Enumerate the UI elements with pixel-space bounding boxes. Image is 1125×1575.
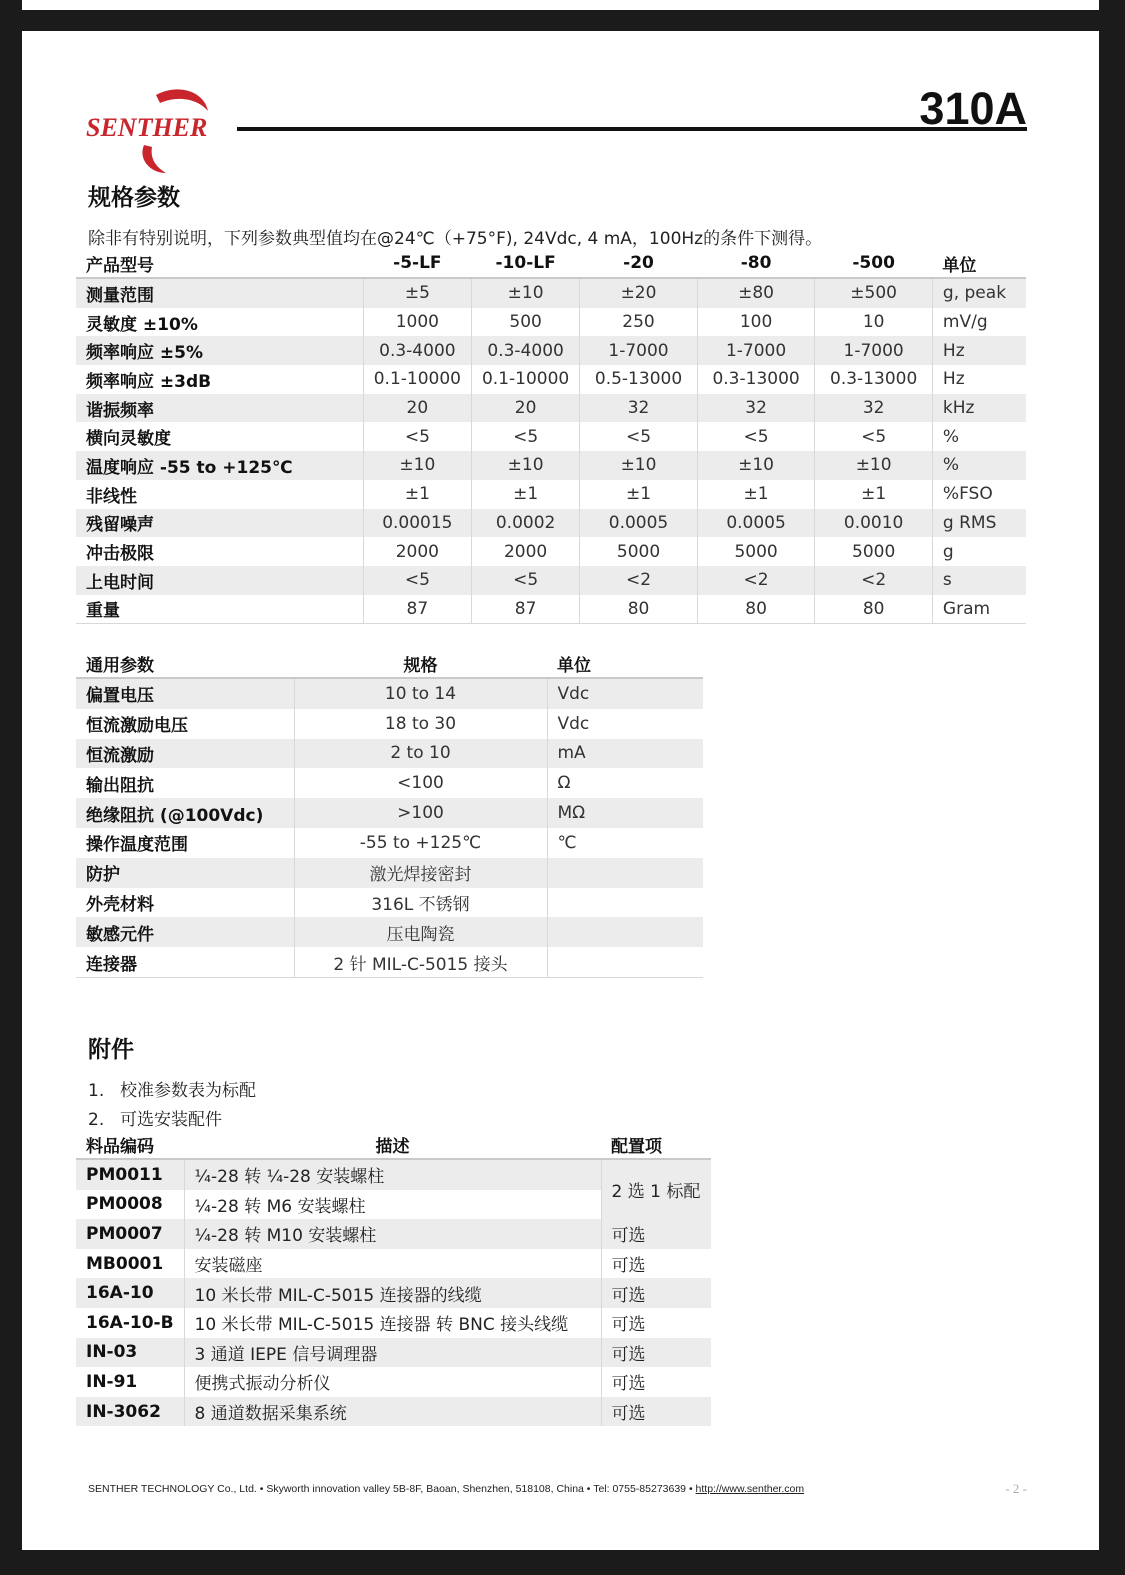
param-value xyxy=(547,947,703,977)
table-row xyxy=(76,336,1026,365)
param-value: 20 xyxy=(471,394,579,423)
param-value: 激光焊接密封 xyxy=(294,858,547,888)
param-label: 灵敏度 ±10% xyxy=(76,308,363,337)
item-code: PM0008 xyxy=(76,1190,184,1220)
item-option: 可选 xyxy=(611,1285,646,1306)
item-description: ¼-28 转 ¼-28 安装螺柱 xyxy=(184,1159,601,1190)
table-row xyxy=(76,537,1026,566)
spec-header-row xyxy=(76,249,1026,278)
param-label: 温度响应 -55 to +125℃ xyxy=(76,451,363,480)
param-value xyxy=(547,917,703,947)
footer-company-info: SENTHER TECHNOLOGY Co., Ltd. • Skyworth innovation valley 5B-8F, Baoan, Shenzhen, 518108, China • Tel: 0755-85273639 • xyxy=(88,1483,696,1495)
param-value: 0.0005 xyxy=(697,509,815,538)
document-page xyxy=(22,31,1099,1550)
param-value: 100 xyxy=(697,308,815,337)
spec-header-cell: 产品型号 xyxy=(86,255,154,276)
param-value: % xyxy=(942,426,960,447)
model-title: 310A xyxy=(919,83,1027,134)
spec-table xyxy=(76,249,1026,624)
param-value: 316L 不锈钢 xyxy=(294,888,547,918)
item-option: 可选 xyxy=(611,1374,646,1395)
spec-header-cell: 单位 xyxy=(942,255,977,276)
param-value: 5000 xyxy=(697,537,815,566)
list-text: 校准参数表为标配 xyxy=(120,1081,256,1101)
param-value: 1-7000 xyxy=(815,336,933,365)
param-value: ±20 xyxy=(580,278,698,308)
param-value: 32 xyxy=(815,394,933,423)
param-value: ±10 xyxy=(697,451,815,480)
param-value: 2000 xyxy=(471,537,579,566)
general-header-cell: 单位 xyxy=(557,655,591,676)
item-code: PM0011 xyxy=(76,1159,184,1190)
param-value: ±10 xyxy=(815,451,933,480)
list-text: 可选安装配件 xyxy=(120,1110,222,1130)
param-value: %FSO xyxy=(942,484,993,505)
param-label: 频率响应 ±5% xyxy=(76,336,363,365)
param-label: 防护 xyxy=(76,858,294,888)
item-option: 可选 xyxy=(611,1256,646,1277)
param-value: 0.3-13000 xyxy=(815,365,933,394)
item-code: 16A-10 xyxy=(76,1278,184,1308)
table-row xyxy=(76,480,1026,509)
param-value: g, peak xyxy=(932,278,1026,308)
param-value: <5 xyxy=(471,566,579,595)
param-label: 频率响应 ±3dB xyxy=(76,365,363,394)
param-value: <5 xyxy=(697,422,815,451)
param-value: <5 xyxy=(363,566,471,595)
table-row xyxy=(76,798,703,828)
param-value: s xyxy=(942,570,952,591)
param-value: 80 xyxy=(697,595,815,624)
table-row xyxy=(76,566,1026,595)
accessories-header-row xyxy=(76,1130,711,1159)
table-row xyxy=(76,709,703,739)
page-footer xyxy=(88,1483,804,1495)
param-value: <5 xyxy=(363,422,471,451)
param-value: ±1 xyxy=(471,480,579,509)
param-value: ±1 xyxy=(815,480,933,509)
table-row xyxy=(76,451,1026,480)
table-row xyxy=(76,509,1026,538)
param-label: 外壳材料 xyxy=(76,888,294,918)
footer-website-link[interactable]: http://www.senther.com xyxy=(695,1483,805,1495)
param-label: 重量 xyxy=(76,595,363,624)
param-value: 0.00015 xyxy=(363,509,471,538)
param-value: ±5 xyxy=(363,278,471,308)
param-value: 32 xyxy=(697,394,815,423)
param-value: 250 xyxy=(580,308,698,337)
spec-conditions-note: 除非有特别说明，下列参数典型值均在@24℃（+75°F), 24Vdc, 4 mA，100Hz的条件下测得。 xyxy=(88,229,823,249)
param-label: 冲击极限 xyxy=(76,537,363,566)
param-value: <2 xyxy=(580,566,698,595)
item-description: 10 米长带 MIL-C-5015 连接器的线缆 xyxy=(184,1278,601,1308)
table-row xyxy=(76,1219,711,1249)
param-value: 1-7000 xyxy=(580,336,698,365)
param-value: % xyxy=(942,455,960,476)
item-code: IN-91 xyxy=(76,1367,184,1397)
item-code: IN-3062 xyxy=(76,1397,184,1427)
param-value: Hz xyxy=(942,369,965,390)
param-value xyxy=(547,888,703,918)
param-value: 0.3-4000 xyxy=(471,336,579,365)
param-value: <100 xyxy=(294,768,547,798)
page-number: - 2 - xyxy=(1005,1481,1027,1496)
table-row xyxy=(76,858,703,888)
accessories-header-cell: 料品编码 xyxy=(86,1136,154,1157)
param-value: ±1 xyxy=(697,480,815,509)
spec-header-cell: -10-LF xyxy=(495,253,556,273)
table-row xyxy=(76,394,1026,423)
item-description: ¼-28 转 M6 安装螺柱 xyxy=(184,1190,601,1220)
spec-section-title: 规格参数 xyxy=(88,185,180,211)
table-row xyxy=(76,917,703,947)
param-value: 20 xyxy=(363,394,471,423)
param-value: 10 xyxy=(815,308,933,337)
item-code: 16A-10-B xyxy=(76,1308,184,1338)
brand-name: SENTHER xyxy=(86,113,208,142)
table-row xyxy=(76,828,703,858)
param-value: <5 xyxy=(471,422,579,451)
table-row xyxy=(76,739,703,769)
param-label: 连接器 xyxy=(76,947,294,977)
param-value: 0.1-10000 xyxy=(471,365,579,394)
item-option: 2 选 1 标配 xyxy=(601,1159,711,1219)
param-value: 0.5-13000 xyxy=(580,365,698,394)
param-value: 0.0002 xyxy=(471,509,579,538)
table-row xyxy=(76,678,703,709)
param-value: ±500 xyxy=(815,278,933,308)
param-value: <2 xyxy=(697,566,815,595)
param-value: ℃ xyxy=(557,832,577,853)
param-value: ±10 xyxy=(471,278,579,308)
general-header-cell: 规格 xyxy=(403,655,438,676)
param-value: 87 xyxy=(363,595,471,624)
spec-header-cell: -80 xyxy=(740,253,772,273)
param-label: 操作温度范围 xyxy=(76,828,294,858)
table-row xyxy=(76,947,703,977)
param-label: 测量范围 xyxy=(76,278,363,308)
param-value: ±10 xyxy=(363,451,471,480)
param-value: ±80 xyxy=(697,278,815,308)
param-label: 绝缘阻抗 (@100Vdc) xyxy=(76,798,294,828)
param-label: 敏感元件 xyxy=(76,917,294,947)
param-value: Vdc xyxy=(547,678,703,709)
param-value: <5 xyxy=(580,422,698,451)
item-option: 可选 xyxy=(611,1404,646,1425)
table-row xyxy=(76,768,703,798)
param-value: 0.3-13000 xyxy=(697,365,815,394)
param-label: 残留噪声 xyxy=(76,509,363,538)
item-option: 可选 xyxy=(611,1315,646,1336)
param-value: 1-7000 xyxy=(697,336,815,365)
param-value: 0.3-4000 xyxy=(363,336,471,365)
param-value: 2 针 MIL-C-5015 接头 xyxy=(294,947,547,977)
general-header-cell: 通用参数 xyxy=(86,655,154,676)
param-value: Vdc xyxy=(557,713,590,734)
param-value: ±1 xyxy=(580,480,698,509)
table-row xyxy=(76,1278,711,1308)
item-option: 可选 xyxy=(611,1226,646,1247)
param-value: MΩ xyxy=(557,803,586,824)
item-description: 安装磁座 xyxy=(184,1249,601,1279)
spec-header-cell: -20 xyxy=(623,253,654,273)
param-value: mA xyxy=(557,743,586,764)
param-value: g RMS xyxy=(942,512,997,533)
accessory-list-item xyxy=(88,1076,256,1101)
item-description: 8 通道数据采集系统 xyxy=(184,1397,601,1427)
item-description: 10 米长带 MIL-C-5015 连接器 转 BNC 接头线缆 xyxy=(184,1308,601,1338)
param-value: kHz xyxy=(942,398,975,419)
param-value: 87 xyxy=(471,595,579,624)
param-value: 10 to 14 xyxy=(294,678,547,709)
param-value: Hz xyxy=(942,340,965,361)
previous-page-edge xyxy=(22,0,1099,10)
table-row xyxy=(76,365,1026,394)
param-value: 80 xyxy=(580,595,698,624)
param-label: 偏置电压 xyxy=(76,678,294,709)
param-value: 80 xyxy=(815,595,933,624)
param-value: -55 to +125℃ xyxy=(294,828,547,858)
accessories-section-title: 附件 xyxy=(88,1037,134,1063)
item-description: ¼-28 转 M10 安装螺柱 xyxy=(184,1219,601,1249)
accessory-list-item xyxy=(88,1105,222,1130)
param-label: 恒流激励 xyxy=(76,739,294,769)
item-code: IN-03 xyxy=(76,1338,184,1368)
param-value xyxy=(547,858,703,888)
param-label: 横向灵敏度 xyxy=(76,422,363,451)
param-value: 5000 xyxy=(815,537,933,566)
param-value: 2000 xyxy=(363,537,471,566)
param-value: 500 xyxy=(471,308,579,337)
table-row xyxy=(76,308,1026,337)
item-code: MB0001 xyxy=(76,1249,184,1279)
table-row xyxy=(76,422,1026,451)
general-params-table xyxy=(76,649,703,978)
param-label: 上电时间 xyxy=(76,566,363,595)
param-value: mV/g xyxy=(942,312,988,333)
param-value: 压电陶瓷 xyxy=(294,917,547,947)
param-value: Gram xyxy=(932,595,1026,624)
item-option: 可选 xyxy=(611,1344,646,1365)
table-row xyxy=(76,1159,711,1190)
param-label: 谐振频率 xyxy=(76,394,363,423)
general-header-row xyxy=(76,649,703,678)
accessories-header-cell: 配置项 xyxy=(611,1136,663,1157)
param-value: >100 xyxy=(294,798,547,828)
table-row xyxy=(76,278,1026,308)
list-number: 2. xyxy=(88,1110,105,1130)
table-row xyxy=(76,888,703,918)
param-label: 恒流激励电压 xyxy=(76,709,294,739)
table-row xyxy=(76,1249,711,1279)
param-label: 输出阻抗 xyxy=(76,768,294,798)
accessories-table xyxy=(76,1130,711,1426)
table-row xyxy=(76,1397,711,1427)
senther-logo xyxy=(86,81,242,179)
param-value: 32 xyxy=(580,394,698,423)
spec-header-cell: -500 xyxy=(852,253,895,273)
table-row xyxy=(76,1338,711,1368)
item-description: 3 通道 IEPE 信号调理器 xyxy=(184,1338,601,1368)
spec-header-cell: -5-LF xyxy=(393,253,442,273)
param-value: Ω xyxy=(557,773,571,794)
param-value: 2 to 10 xyxy=(294,739,547,769)
param-value: <2 xyxy=(815,566,933,595)
table-row xyxy=(76,1308,711,1338)
param-value: 18 to 30 xyxy=(294,709,547,739)
item-description: 便携式振动分析仪 xyxy=(184,1367,601,1397)
param-value: 0.0005 xyxy=(580,509,698,538)
param-value: ±10 xyxy=(471,451,579,480)
item-code: PM0007 xyxy=(76,1219,184,1249)
param-value: 1000 xyxy=(363,308,471,337)
param-value: ±10 xyxy=(580,451,698,480)
param-value: 0.0010 xyxy=(815,509,933,538)
param-value: ±1 xyxy=(363,480,471,509)
param-value: 5000 xyxy=(580,537,698,566)
table-row xyxy=(76,1367,711,1397)
param-value: 0.1-10000 xyxy=(363,365,471,394)
header-rule xyxy=(237,127,1027,131)
accessories-header-cell: 描述 xyxy=(375,1136,410,1157)
param-value: g xyxy=(942,541,954,562)
param-label: 非线性 xyxy=(76,480,363,509)
table-row xyxy=(76,595,1026,624)
param-value: <5 xyxy=(815,422,933,451)
list-number: 1. xyxy=(88,1081,105,1101)
